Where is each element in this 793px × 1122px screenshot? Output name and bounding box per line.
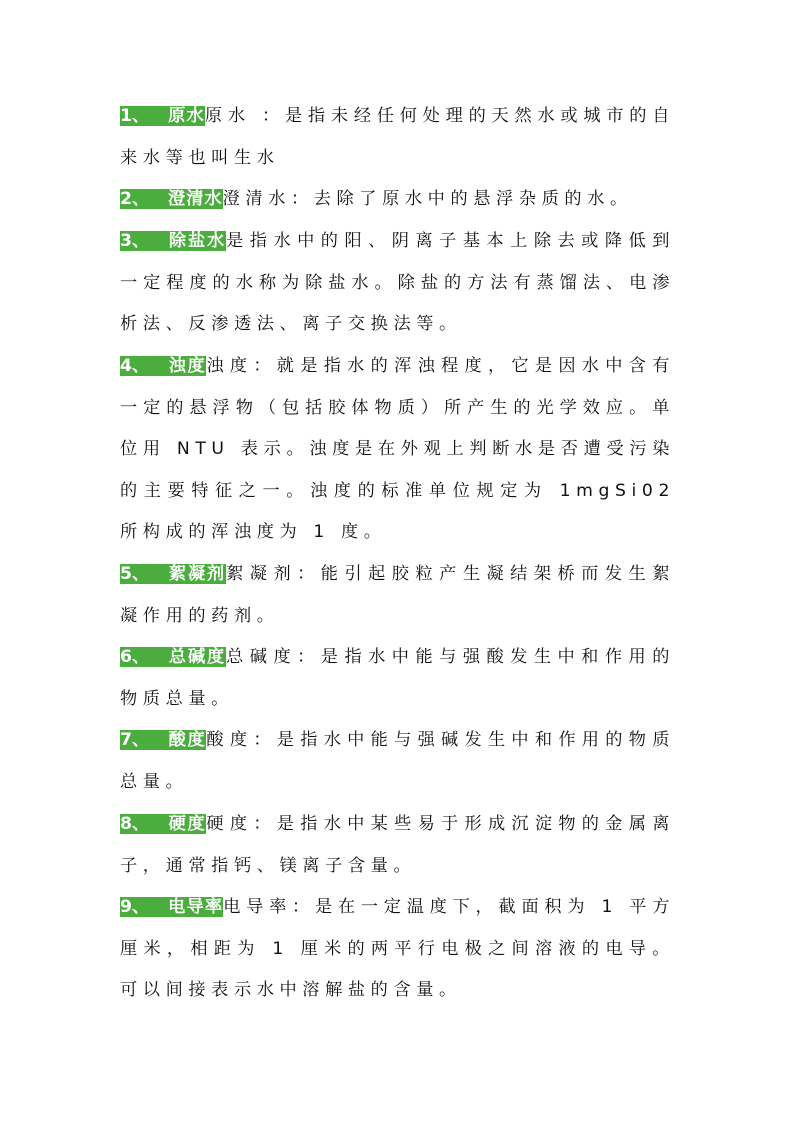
term-highlight	[120, 189, 223, 209]
entry-definition: 总碱度：是指水中能与强酸发生中和作用的物质总量。	[120, 647, 675, 709]
term-highlight	[120, 897, 223, 917]
entry-term: 浊度	[168, 356, 207, 376]
entry-demineralized-water	[120, 221, 675, 346]
entry-term: 酸度	[168, 730, 207, 750]
entry-clarified-water	[120, 179, 675, 221]
entry-acidity	[120, 720, 675, 803]
entry-term: 除盐水	[168, 231, 227, 251]
term-highlight	[120, 730, 206, 750]
entry-definition: 硬度：是指水中某些易于形成沉淀物的金属离子，通常指钙、镁离子含量。	[120, 814, 675, 876]
entry-term: 总碱度	[168, 647, 227, 667]
entry-number: 9、	[120, 897, 150, 917]
entry-definition: 酸度：是指水中能与强碱发生中和作用的物质总量。	[120, 730, 675, 792]
entry-number: 1、	[120, 106, 150, 126]
entry-number: 7、	[120, 730, 150, 750]
entry-conductivity	[120, 887, 675, 1012]
entry-term: 原水	[168, 106, 205, 126]
entry-hardness	[120, 804, 675, 887]
entry-definition: 澄清水：去除了原水中的悬浮杂质的水。	[222, 189, 633, 209]
entry-number: 2、	[120, 189, 150, 209]
term-highlight	[120, 356, 206, 376]
entry-number: 5、	[120, 564, 150, 584]
term-highlight	[120, 231, 226, 251]
entry-definition: 浊度：就是指水的浑浊程度，它是因水中含有一定的悬浮物（包括胶体物质）所产生的光学效应。单位用 NTU 表示。浊度是在外观上判断水是否遭受污染的主要特征之一。浊度的标准单位规定为 1mgSi02 所构成的浑浊度为 1 度。	[120, 356, 675, 543]
term-highlight	[120, 814, 206, 834]
entry-term: 电导率	[168, 897, 224, 917]
entry-definition: 原水 ：是指未经任何处理的天然水或城市的自来水等也叫生水	[120, 106, 675, 168]
entry-term: 硬度	[168, 814, 207, 834]
term-highlight	[120, 106, 205, 126]
entry-definition: 电导率：是在一定温度下，截面积为 1 平方厘米，相距为 1 厘米的两平行电极之间溶液的电导。可以间接表示水中溶解盐的含量。	[120, 897, 675, 1001]
entry-number: 4、	[120, 356, 150, 376]
entry-total-alkalinity	[120, 637, 675, 720]
entry-flocculant	[120, 554, 675, 637]
entry-number: 6、	[120, 647, 150, 667]
term-highlight	[120, 647, 226, 667]
entry-definition: 是指水中的阳、阴离子基本上除去或降低到一定程度的水称为除盐水。除盐的方法有蒸馏法、电渗析法、反渗透法、离子交换法等。	[120, 231, 675, 335]
entry-turbidity	[120, 346, 675, 554]
entry-term: 澄清水	[168, 189, 223, 209]
entry-number: 8、	[120, 814, 150, 834]
entry-definition: 絮凝剂：能引起胶粒产生凝结架桥而发生絮凝作用的药剂。	[120, 564, 675, 626]
entry-number: 3、	[120, 231, 150, 251]
term-highlight	[120, 564, 226, 584]
entry-term: 絮凝剂	[168, 564, 227, 584]
entry-raw-water	[120, 96, 675, 179]
